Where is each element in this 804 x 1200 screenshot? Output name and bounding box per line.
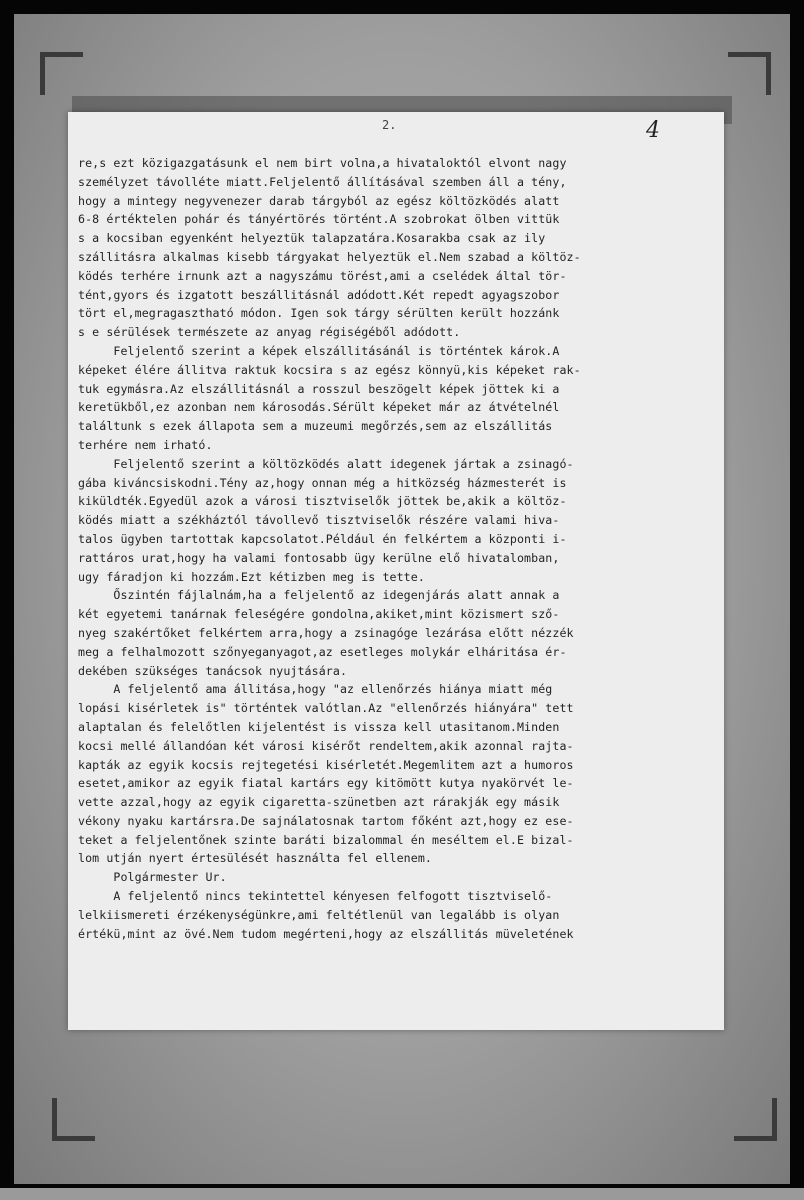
frame-corner-mark — [40, 52, 83, 95]
text-line: értékü,mint az övé.Nem tudom megérteni,hogy az elszállitás müveletének — [78, 926, 574, 941]
text-line: A feljelentő nincs tekintettel kényesen felfogott tisztviselő- — [78, 889, 553, 904]
document-page — [68, 112, 724, 1030]
text-line: ködés miatt a székháztól távollevő tisztviselők részére valami hiva- — [78, 513, 560, 528]
text-line: 6-8 értéktelen pohár és tányértörés történt.A szobrokat ölben vittük — [78, 212, 560, 227]
text-line: képeket élére állitva raktuk kocsira s az egész könnyü,kis képeket rak- — [78, 362, 581, 377]
text-line: tuk egymásra.Az elszállitásnál a rosszul beszögelt képek jöttek ki a — [78, 381, 560, 396]
text-line: Polgármester Ur. — [78, 870, 227, 885]
text-line: lom utján nyert értesülését használta fel ellenem. — [78, 851, 433, 866]
text-line: kiküldték.Egyedül azok a városi tisztviselők jöttek be,akik a költöz- — [78, 494, 567, 509]
text-line: rattáros urat,hogy ha valami fontosabb ügy kerülne elő hivatalomban, — [78, 550, 560, 565]
text-line: vette azzal,hogy az egyik cigaretta-szünetben azt rárakják egy másik — [78, 795, 560, 810]
text-line: dekében szükséges tanácsok nyujtására. — [78, 663, 348, 678]
text-line: tént,gyors és izgatott beszállitásnál adódott.Két repedt agyagszobor — [78, 287, 560, 302]
text-line: ugy fáradjon ki hozzám.Ezt kétizben meg is tette. — [78, 569, 425, 584]
text-line: A feljelentő ama állitása,hogy "az ellenőrzés hiánya miatt még — [78, 682, 553, 697]
film-edge — [0, 1188, 804, 1200]
text-line: nyeg szakértőket felkértem arra,hogy a zsinagóge lezárása előtt nézzék — [78, 625, 574, 640]
text-line: s a kocsiban egyenként helyeztük talapzatára.Kosarakba csak az ily — [78, 231, 546, 246]
text-line: lelkiismereti érzékenységünkre,ami feltétlenül van legalább is olyan — [78, 907, 560, 922]
text-line: esetet,amikor az egyik fiatal kartárs egy kitömött kutya nyakörvét le- — [78, 776, 574, 791]
frame-corner-mark — [728, 52, 771, 95]
text-line: terhére nem irható. — [78, 437, 213, 452]
text-line: találtunk s ezek állapota sem a muzeumi megőrzés,sem az elszállitás — [78, 419, 553, 434]
frame-corner-mark — [734, 1098, 777, 1141]
text-line: tört el,megragasztható módon. Igen sok tárgy sérülten került hozzánk — [78, 306, 560, 321]
text-line: talos ügyben tartottak kapcsolatot.Például én felkértem a központi i- — [78, 531, 567, 546]
text-line: vékony nyaku kartársra.De sajnálatosnak tartom főként azt,hogy ez ese- — [78, 813, 574, 828]
text-line: lopási kisérletek is" történtek valótlan.Az "ellenőrzés hiányára" tett — [78, 701, 574, 716]
page-number: 2. — [382, 118, 397, 132]
text-line: re,s ezt közigazgatásunk el nem birt volna,a hivataloktól elvont nagy — [78, 156, 567, 170]
text-line: Feljelentő szerint a költözködés alatt idegenek jártak a zsinagó- — [78, 456, 574, 471]
text-line: személyzet távolléte miatt.Feljelentő állításával szemben áll a tény, — [78, 174, 567, 189]
text-line: teket a feljelentőnek szinte baráti bizalommal én meséltem el.E bizal- — [78, 832, 574, 847]
text-line: alaptalan és felelőtlen kijelentést is vissza kell utasitanom.Minden — [78, 719, 560, 734]
text-line: kapták az egyik kocsis rejtegetési kisérletét.Megemlitem azt a humoros — [78, 757, 574, 772]
text-line: hogy a mintegy negyvenezer darab tárgyból az egész költözködés alatt — [78, 193, 560, 208]
typed-body-text — [78, 154, 720, 943]
frame-corner-mark — [52, 1098, 95, 1141]
text-line: keretükből,ez azonban nem károsodás.Sérült képeket már az átvételnél — [78, 400, 560, 415]
text-line: kocsi mellé állandóan két városi kisérőt rendeltem,akik azonnal rajta- — [78, 738, 574, 753]
text-line: meg a felhalmozott szőnyeganyagot,az esetleges molykár elháritása ér- — [78, 644, 567, 659]
text-line: ködés terhére irnunk azt a nagyszámu törést,ami a cselédek által tör- — [78, 268, 567, 283]
text-line: Őszintén fájlalnám,ha a feljelentő az idegenjárás alatt annak a — [78, 588, 560, 603]
text-line: Feljelentő szerint a képek elszállitásánál is történtek károk.A — [78, 343, 560, 358]
text-line: szállitásra alkalmas kisebb tárgyakat helyeztük el.Nem szabad a költöz- — [78, 249, 581, 264]
text-line: s e sérülések természete az anyag régiségéből adódott. — [78, 325, 461, 340]
text-line: két egyetemi tanárnak feleségére gondolna,akiket,mint közismert sző- — [78, 607, 560, 622]
handwritten-folio: 4 — [646, 118, 660, 143]
text-line: gába kiváncsiskodni.Tény az,hogy onnan még a hitközség házmesterét is — [78, 475, 567, 490]
